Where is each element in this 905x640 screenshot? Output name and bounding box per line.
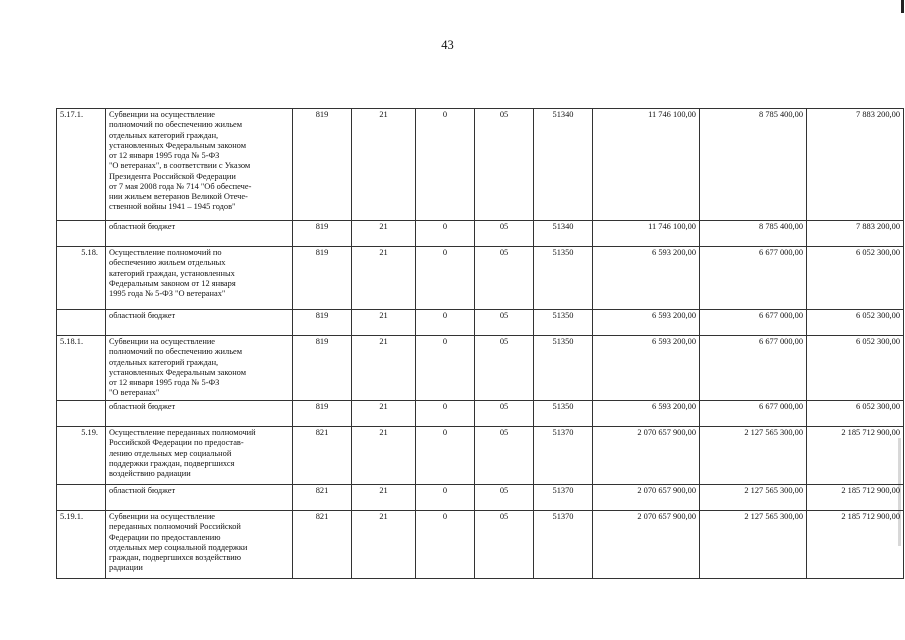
code-subprogram: 05 xyxy=(475,485,534,511)
code-direction: 51350 xyxy=(534,401,593,427)
row-number: 5.18. xyxy=(57,247,106,310)
code-admin: 819 xyxy=(293,336,352,401)
amount-year-2: 8 785 400,00 xyxy=(700,109,807,221)
code-program: 0 xyxy=(416,427,475,485)
row-name: Субвенции на осуществление переданных полномочий Российской Федерации по предоставлению отдельных мер социальной поддержки граждан, подвергшихся воздействию радиации xyxy=(106,511,293,579)
amount-year-3: 2 185 712 900,00 xyxy=(807,485,904,511)
scan-edge-mark xyxy=(901,0,904,13)
code-section: 21 xyxy=(352,109,416,221)
code-admin: 821 xyxy=(293,427,352,485)
row-name: Осуществление полномочий по обеспечению жильем отдельных категорий граждан, установленных Федеральным законом от 12 января 1995 года № 5-ФЗ "О ветеранах" xyxy=(106,247,293,310)
code-program: 0 xyxy=(416,109,475,221)
code-section: 21 xyxy=(352,485,416,511)
amount-year-3: 6 052 300,00 xyxy=(807,336,904,401)
code-direction: 51350 xyxy=(534,247,593,310)
row-name: областной бюджет xyxy=(106,485,293,511)
amount-year-1: 11 746 100,00 xyxy=(593,109,700,221)
table-row-subtotal xyxy=(57,401,904,427)
code-section: 21 xyxy=(352,310,416,336)
amount-year-2: 6 677 000,00 xyxy=(700,401,807,427)
amount-year-3: 7 883 200,00 xyxy=(807,109,904,221)
row-number xyxy=(57,310,106,336)
row-name: областной бюджет xyxy=(106,221,293,247)
code-section: 21 xyxy=(352,336,416,401)
table-row xyxy=(57,511,904,579)
code-section: 21 xyxy=(352,511,416,579)
amount-year-1: 11 746 100,00 xyxy=(593,221,700,247)
row-number xyxy=(57,221,106,247)
code-admin: 819 xyxy=(293,109,352,221)
amount-year-3: 6 052 300,00 xyxy=(807,310,904,336)
code-program: 0 xyxy=(416,485,475,511)
code-subprogram: 05 xyxy=(475,511,534,579)
code-direction: 51340 xyxy=(534,109,593,221)
code-direction: 51350 xyxy=(534,310,593,336)
amount-year-2: 6 677 000,00 xyxy=(700,336,807,401)
row-number: 5.18.1. xyxy=(57,336,106,401)
code-admin: 819 xyxy=(293,221,352,247)
row-name: Субвенции на осуществление полномочий по обеспечению жильем отдельных категорий граждан, установленных Федеральным законом от 12 января 1995 года № 5-ФЗ "О ветеранах" xyxy=(106,336,293,401)
amount-year-1: 2 070 657 900,00 xyxy=(593,511,700,579)
row-number: 5.17.1. xyxy=(57,109,106,221)
amount-year-3: 2 185 712 900,00 xyxy=(807,511,904,579)
table-row-subtotal xyxy=(57,310,904,336)
code-direction: 51370 xyxy=(534,511,593,579)
code-section: 21 xyxy=(352,427,416,485)
code-direction: 51350 xyxy=(534,336,593,401)
code-admin: 819 xyxy=(293,401,352,427)
table-row xyxy=(57,336,904,401)
amount-year-2: 2 127 565 300,00 xyxy=(700,511,807,579)
table-row xyxy=(57,247,904,310)
code-section: 21 xyxy=(352,401,416,427)
code-direction: 51340 xyxy=(534,221,593,247)
code-subprogram: 05 xyxy=(475,336,534,401)
amount-year-1: 6 593 200,00 xyxy=(593,310,700,336)
code-direction: 51370 xyxy=(534,427,593,485)
code-program: 0 xyxy=(416,511,475,579)
amount-year-2: 6 677 000,00 xyxy=(700,247,807,310)
code-program: 0 xyxy=(416,310,475,336)
code-section: 21 xyxy=(352,221,416,247)
page-number: 43 xyxy=(441,38,454,52)
code-admin: 819 xyxy=(293,310,352,336)
code-admin: 821 xyxy=(293,511,352,579)
code-subprogram: 05 xyxy=(475,109,534,221)
amount-year-1: 2 070 657 900,00 xyxy=(593,427,700,485)
row-name: областной бюджет xyxy=(106,401,293,427)
budget-table xyxy=(56,108,904,579)
budget-table-body xyxy=(57,109,904,579)
code-admin: 819 xyxy=(293,247,352,310)
row-number: 5.19. xyxy=(57,427,106,485)
code-direction: 51370 xyxy=(534,485,593,511)
table-row-subtotal xyxy=(57,221,904,247)
code-subprogram: 05 xyxy=(475,247,534,310)
code-subprogram: 05 xyxy=(475,221,534,247)
code-admin: 821 xyxy=(293,485,352,511)
code-subprogram: 05 xyxy=(475,310,534,336)
row-number xyxy=(57,401,106,427)
code-subprogram: 05 xyxy=(475,401,534,427)
amount-year-1: 6 593 200,00 xyxy=(593,247,700,310)
row-name: областной бюджет xyxy=(106,310,293,336)
amount-year-3: 7 883 200,00 xyxy=(807,221,904,247)
code-program: 0 xyxy=(416,336,475,401)
amount-year-2: 2 127 565 300,00 xyxy=(700,427,807,485)
code-section: 21 xyxy=(352,247,416,310)
amount-year-1: 2 070 657 900,00 xyxy=(593,485,700,511)
amount-year-3: 6 052 300,00 xyxy=(807,247,904,310)
amount-year-3: 2 185 712 900,00 xyxy=(807,427,904,485)
table-row-subtotal xyxy=(57,485,904,511)
amount-year-1: 6 593 200,00 xyxy=(593,336,700,401)
row-name: Субвенции на осуществление полномочий по обеспечению жильем отдельных категорий граждан, установленных Федеральным законом от 12 января 1995 года № 5-ФЗ "О ветеранах", в соответствии с Указом Президента Российской Федерации от 7 мая 2008 года № 714 "Об обеспече- нии жильем ветеранов Великой Отече- ственной войны 1941 – 1945 годов" xyxy=(106,109,293,221)
row-number xyxy=(57,485,106,511)
row-name: Осуществление переданных полномочий Российской Федерации по предостав- лению отдельных мер социальной поддержки граждан, подвергшихся воздействию радиации xyxy=(106,427,293,485)
code-program: 0 xyxy=(416,247,475,310)
code-program: 0 xyxy=(416,401,475,427)
table-row xyxy=(57,427,904,485)
amount-year-1: 6 593 200,00 xyxy=(593,401,700,427)
amount-year-2: 6 677 000,00 xyxy=(700,310,807,336)
amount-year-2: 8 785 400,00 xyxy=(700,221,807,247)
amount-year-3: 6 052 300,00 xyxy=(807,401,904,427)
code-program: 0 xyxy=(416,221,475,247)
row-number: 5.19.1. xyxy=(57,511,106,579)
amount-year-2: 2 127 565 300,00 xyxy=(700,485,807,511)
code-subprogram: 05 xyxy=(475,427,534,485)
table-row xyxy=(57,109,904,221)
